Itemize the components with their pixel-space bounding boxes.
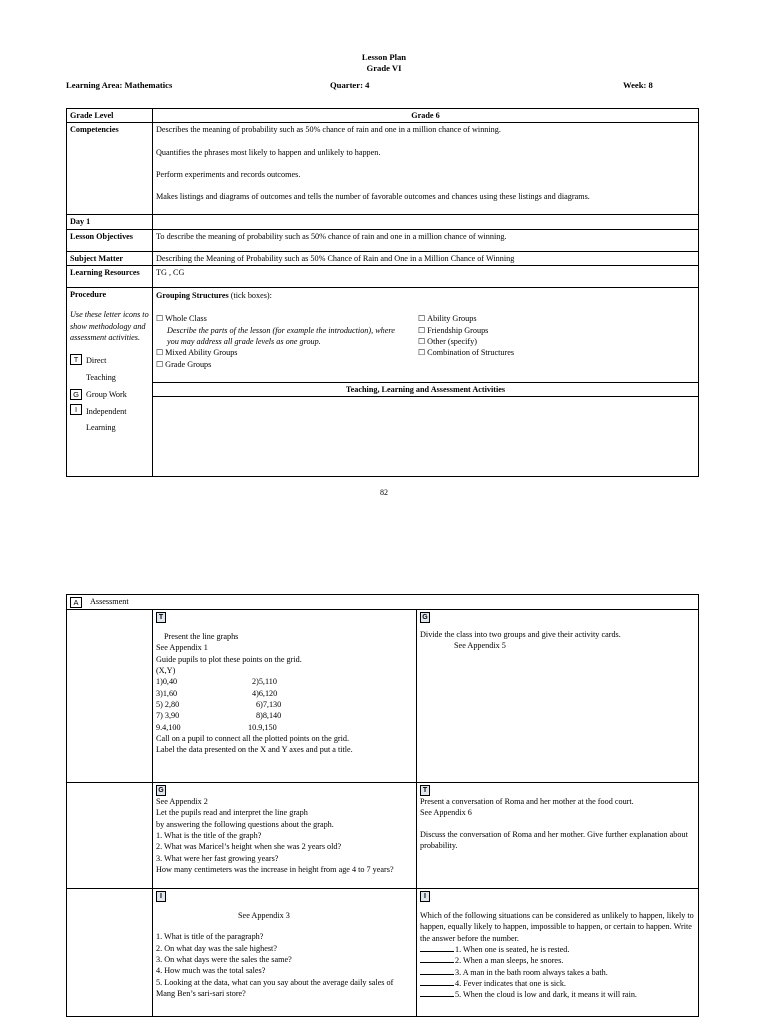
lesson-plan-table <box>66 108 699 477</box>
r1-right-cell <box>417 610 699 783</box>
text-line: (X,Y) <box>156 665 176 675</box>
grouping-hint: (tick boxes): <box>230 290 272 300</box>
text-line: Label the data presented on the X and Y axes and put a title. <box>156 745 353 755</box>
question: 2. On what day was the sale highest? <box>156 943 277 953</box>
competency-item: Describes the meaning of probability such as 50% chance of rain and one in a million chance of winning. <box>156 125 501 135</box>
r2-right-cell <box>417 783 699 889</box>
text-line: See Appendix 5 <box>454 641 506 651</box>
question: 4. How much was the total sales? <box>156 966 266 976</box>
legend-direct-teaching <box>70 353 149 387</box>
answer-blank[interactable] <box>420 956 454 963</box>
question: 5. Looking at the data, what can you say about the average daily sales of Mang Ben’s sari-sari store? <box>156 977 394 998</box>
text-line: by answering the following questions about the graph. <box>156 819 334 829</box>
learning-area: Learning Area: Mathematics <box>66 80 173 90</box>
procedure-cell <box>67 287 153 476</box>
point: 6)7,130 <box>256 699 282 709</box>
answer-blank[interactable] <box>420 990 454 997</box>
direct-teaching-icon: T <box>70 354 82 365</box>
text-line: Present the line graphs <box>164 632 239 641</box>
lesson-objectives: To describe the meaning of probability such as 50% chance of rain and one in a million chance of winning. <box>153 229 699 251</box>
question: 3. On what days were the sales the same? <box>156 954 292 964</box>
learning-resources-label: Learning Resources <box>67 265 153 287</box>
whole-class-note: Describe the parts of the lesson (for example the introduction), where you may address all grade levels as one group. <box>167 325 395 346</box>
lesson-objectives-label: Lesson Objectives <box>67 229 153 251</box>
grouping-title: Grouping Structures <box>156 290 229 300</box>
competency-item: Quantifies the phrases most likely to happen and unlikely to happen. <box>156 147 381 157</box>
grade-groups-checkbox[interactable]: ☐ Grade Groups <box>156 359 418 370</box>
other-checkbox[interactable]: ☐ Other (specify) <box>418 336 514 347</box>
point: 1)0,40 <box>156 677 178 687</box>
week: Week: 8 <box>623 80 653 90</box>
question: 2. What was Maricel’s height when she was 2 years old? <box>156 842 342 852</box>
situation-item: 1. When one is seated, he is rested. <box>455 944 570 954</box>
page-number: 82 <box>380 488 388 497</box>
text-line: See Appendix 1 <box>156 643 208 653</box>
text-line: Call on a pupil to connect all the plotted points on the grid. <box>156 733 350 743</box>
assessment-icon: A <box>70 597 82 608</box>
direct-teaching-icon: T <box>156 612 166 623</box>
point: 2)5,110 <box>252 677 277 687</box>
answer-blank[interactable] <box>420 945 454 952</box>
assessment-row <box>67 595 699 610</box>
grade-level-label: Grade Level <box>67 109 153 123</box>
learning-resources: TG , CG <box>153 265 699 287</box>
point: 3)1,60 <box>156 688 178 698</box>
independent-learning-icon: I <box>156 891 166 902</box>
text-line: Present a conversation of Roma and her mother at the food court. <box>420 797 634 806</box>
quarter: Quarter: 4 <box>330 80 370 90</box>
independent-learning-icon: I <box>70 404 82 415</box>
point: 5) 2,80 <box>156 699 180 709</box>
independent-learning-icon: I <box>420 891 430 902</box>
friendship-groups-checkbox[interactable]: ☐ Friendship Groups <box>418 325 514 336</box>
grade-subtitle: Grade VI <box>366 63 402 73</box>
question: How many centimeters was the increase in height from age 4 to 7 years? <box>156 864 394 874</box>
answer-blank[interactable] <box>420 968 454 975</box>
situation-item: 2. When a man sleeps, he snores. <box>455 956 564 966</box>
procedure-label: Procedure <box>70 289 107 299</box>
lesson-plan-title: Lesson Plan <box>361 52 407 62</box>
point: 9.4,100 <box>156 722 181 732</box>
question: 1. What is title of the paragraph? <box>156 932 264 942</box>
direct-teaching-icon: T <box>420 785 430 796</box>
competency-item: Makes listings and diagrams of outcomes and tells the number of favorable outcomes and chances using these listings and diagrams. <box>156 192 590 202</box>
grouping-structures <box>153 287 699 382</box>
situation-item: 3. A man in the bath room always takes a bath. <box>455 967 608 977</box>
tla-heading: Teaching, Learning and Assessment Activities <box>153 382 699 396</box>
activities-table <box>66 594 699 1017</box>
instructions: Which of the following situations can be considered as unlikely to happen, likely to happen, equally likely to happen, impossible to happen, or certain to happen. Write the answer before the number. <box>420 911 694 943</box>
question: 1. What is the title of the graph? <box>156 830 262 840</box>
r3-left-cell <box>153 889 417 1017</box>
r3-right-cell <box>417 889 699 1017</box>
day-label: Day 1 <box>67 215 153 229</box>
group-work-icon: G <box>70 389 82 400</box>
combination-checkbox[interactable]: ☐ Combination of Structures <box>418 347 514 358</box>
competencies-list <box>153 123 699 215</box>
ability-groups-checkbox[interactable]: ☐ Ability Groups <box>418 313 514 324</box>
text-line: See Appendix 6 <box>420 808 472 818</box>
legend-independent-learning <box>70 404 149 438</box>
point: 7) 3,90 <box>156 711 180 721</box>
legend-label: Independent Learning <box>86 406 127 433</box>
assessment-label: Assessment <box>90 597 129 606</box>
competency-item: Perform experiments and records outcomes. <box>156 169 301 179</box>
point: 8)8,140 <box>256 711 282 721</box>
subject-matter: Describing the Meaning of Probability such as 50% Chance of Rain and One in a Million Chance of Winning <box>153 251 699 265</box>
mixed-ability-checkbox[interactable]: ☐ Mixed Ability Groups <box>156 347 418 358</box>
whole-class-checkbox[interactable]: ☐ Whole Class <box>156 313 418 324</box>
answer-blank[interactable] <box>420 979 454 986</box>
text-line: See Appendix 3 <box>238 911 290 920</box>
procedure-note: Use these letter icons to show methodology and assessment activities. <box>70 310 149 342</box>
legend-group-work <box>70 387 149 404</box>
r1-left-cell <box>153 610 417 783</box>
text-line: See Appendix 2 <box>156 797 208 806</box>
legend-label: Group Work <box>86 389 127 399</box>
text-line: Discuss the conversation of Roma and her mother. Give further explanation about probability. <box>420 829 688 850</box>
situation-item: 5. When the cloud is low and dark, it means it will rain. <box>455 990 637 1000</box>
text-line: Let the pupils read and interpret the line graph <box>156 808 308 818</box>
group-work-icon: G <box>156 785 166 796</box>
point: 10.9,150 <box>248 722 277 732</box>
competencies-label: Competencies <box>67 123 153 215</box>
text-line: Guide pupils to plot these points on the grid. <box>156 654 302 664</box>
text-line: Divide the class into two groups and give their activity cards. <box>420 630 621 639</box>
r2-left-cell <box>153 783 417 889</box>
situation-item: 4. Fever indicates that one is sick. <box>455 978 566 988</box>
legend-label: Direct Teaching <box>86 356 116 382</box>
point: 4)6,120 <box>252 688 278 698</box>
question: 3. What were her fast growing years? <box>156 853 279 863</box>
grade-level-value: Grade 6 <box>153 109 699 123</box>
group-work-icon: G <box>420 612 430 623</box>
subject-matter-label: Subject Matter <box>67 251 153 265</box>
